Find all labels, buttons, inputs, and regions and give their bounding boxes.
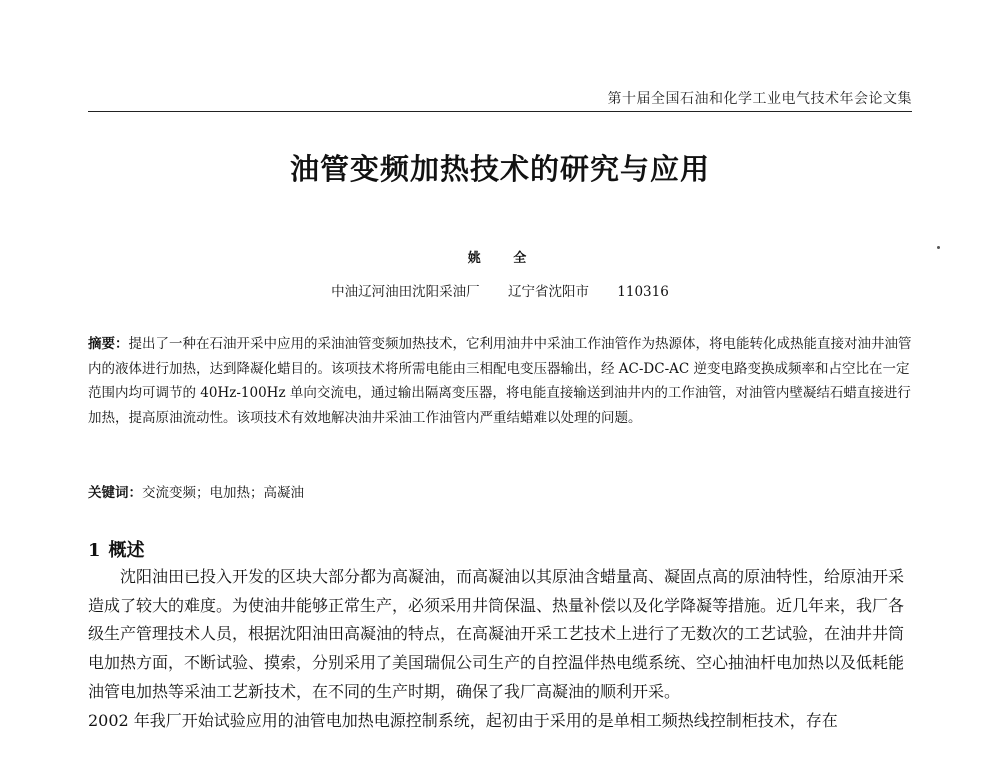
keywords xyxy=(88,481,914,501)
body-paragraph: 沈阳油田已投入开发的区块大部分都为高凝油，而高凝油以其原油含蜡量高、凝固点高的原油特性，给原油开采造成了较大的难度。为使油井能够正常生产，必须采用井筒保温、热量补偿以及化学降凝等措施。近几年来，我厂各级生产管理技术人员，根据沈阳油田高凝油的特点，在高凝油开采工艺技术上进行了无数次的工艺试验，在油井井筒电加热方面，不断试验、摸索，分别采用了美国瑞侃公司生产的自控温伴热电缆系统、空心抽油杆电加热以及低耗能油管电加热等采油工艺新技术，在不同的生产时期，确保了我厂高凝油的顺利开采。 xyxy=(88,567,905,701)
affiliation-location: 辽宁省沈阳市 xyxy=(507,284,589,300)
keywords-text: 交流变频；电加热；高凝油 xyxy=(142,485,304,501)
author-name: 姚 全 xyxy=(467,251,541,266)
affiliation-organization: 中油辽河油田沈阳采油厂 xyxy=(331,284,480,300)
keywords-label: 关键词： xyxy=(88,485,142,501)
body-paragraph: 2002 年我厂开始试验应用的油管电加热电源控制系统，起初由于采用的是单相工频热线控制柜技术，存在 xyxy=(88,710,838,730)
abstract-label: 摘要： xyxy=(88,336,129,352)
abstract xyxy=(88,332,914,431)
header-rule xyxy=(88,111,912,112)
affiliation xyxy=(0,280,1000,300)
section-heading xyxy=(88,536,145,562)
section-number: 1 xyxy=(88,540,101,561)
paper-title: 油管变频加热技术的研究与应用 xyxy=(289,152,710,186)
body-text xyxy=(88,563,914,735)
abstract-text: 提出了一种在石油开采中应用的采油油管变频加热技术，它利用油井中采油工作油管作为热源体，将电能转化成热能直接对油井油管内的液体进行加热，达到降凝化蜡目的。该项技术将所需电能由三相配电变压器输出，经 AC-DC-AC 逆变电路变换成频率和占空比在一定范围内均可调节的 40Hz-100Hz 单向交流电，通过输出隔离变压器，将电能直接输送到油井内的工作油管，对油管内壁凝结石蜡直接进行加热，提高原油流动性。该项技术有效地解决油井采油工作油管内严重结蜡难以处理的问题。 xyxy=(88,336,912,427)
running-header: 第十届全国石油和化学工业电气技术年会论文集 xyxy=(607,91,912,107)
scan-speck xyxy=(937,246,940,249)
section-title: 概述 xyxy=(108,540,145,561)
affiliation-postal-code: 110316 xyxy=(617,284,669,300)
